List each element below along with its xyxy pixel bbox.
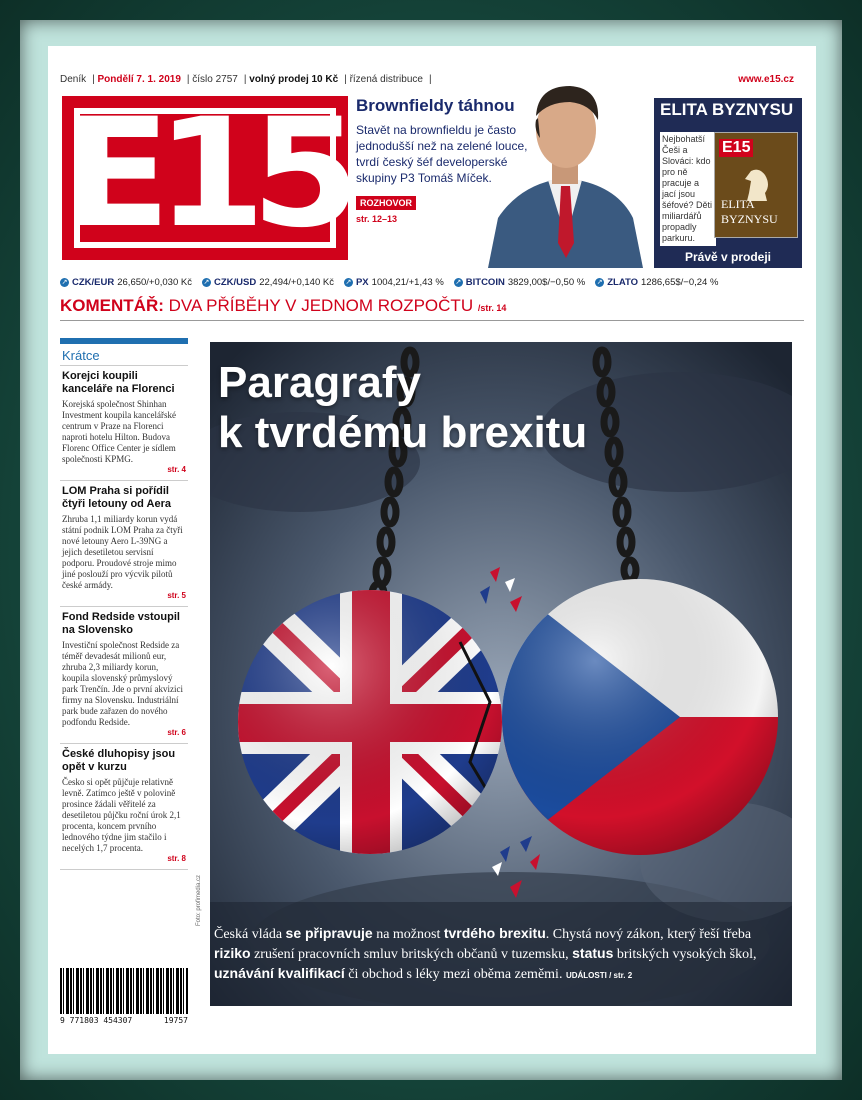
commentary-line[interactable] [60, 296, 804, 316]
arrow-icon: ↗ [61, 278, 68, 286]
brief-page: str. 8 [167, 854, 186, 863]
lead-paragraph [214, 924, 774, 985]
arrow-icon: ↗ [203, 278, 210, 286]
brief-text: Česko si opět půjčuje relativně levně. Zatímco ještě v polovině prosince žádali věřitelé za desetiletou půjčku roční úrok 2,1 procenta, koncem prvního lednového týdne jim stačilo i necelých 1,7 procenta. [62, 777, 181, 853]
brief-title: LOM Praha si pořídil čtyři letouny od Aera [62, 485, 172, 510]
portrait-photo [478, 68, 648, 268]
issue-number: číslo 2757 [192, 74, 238, 85]
barcode-bars [60, 968, 188, 1014]
headline-line-1: Paragrafy [218, 358, 422, 407]
brief-text: Investiční společnost Redside za téměř devadesát milionů eur, zhruba 2,3 miliardy korun, koupila slovenský průmyslový park Trenčín. Jde o první akvizici firmy na Slovensku. Industriální park bude zařazen do nového podfondu Redside. [62, 640, 183, 727]
e15-logo [62, 87, 348, 261]
paper-type: Deník [60, 74, 87, 85]
ticker-item: ↗ ZLATO 1286,65$/−0,24 % [596, 276, 719, 288]
main-headline[interactable] [218, 358, 788, 458]
magazine-logo: E15 [719, 139, 753, 157]
commentary-label: KOMENTÁŘ: [60, 296, 164, 315]
lede-bold: uznávání kvalifikací [214, 965, 345, 981]
lede-text: britských vysokých škol, [613, 947, 757, 962]
brief-text: Zhruba 1,1 miliardy korun vydá státní podnik LOM Praha za čtyři nové letouny Aero L-39NG a jejich desetiletou servisní podporu. Proudové stroje mimo jiné poslouží pro výcvik pilotů české armády. [62, 514, 183, 590]
brief-title: České dluhopisy jsou opět v kurzu [62, 748, 176, 773]
news-briefs [60, 338, 188, 870]
brief-page: str. 6 [167, 728, 186, 737]
magazine-title: ELITA BYZNYSU [721, 197, 778, 226]
logo-text: E15 [63, 87, 347, 261]
ticker-item: ↗ CZK/EUR 26,650/+0,030 Kč [61, 276, 192, 288]
barcode-numbers [60, 1016, 188, 1025]
price: volný prodej 10 Kč [249, 74, 339, 85]
market-ticker [60, 274, 804, 290]
brief-title: Fond Redside vstoupil na Slovensko [62, 611, 180, 636]
lede-text: zrušení pracovních smluv britských občanů v tuzemsku, [250, 947, 573, 962]
lede-bold: se připravuje [285, 925, 373, 941]
brief-item[interactable] [60, 481, 188, 607]
distribution: řízená distribuce [349, 74, 423, 85]
ticker-item: ↗ PX 1004,21/+1,43 % [345, 276, 444, 288]
arrow-icon: ↗ [345, 278, 352, 286]
lede-text: . Chystá nový zákon, který řeší třeba [545, 927, 752, 942]
barcode-suffix: 19757 [163, 1016, 188, 1025]
commentary-title: DVA PŘÍBĚHY V JEDNOM ROZPOČTU [168, 296, 474, 315]
divider [60, 320, 804, 321]
teaser-title: Brownfieldy táhnou [356, 96, 515, 115]
website-url[interactable]: www.e15.cz [738, 74, 794, 85]
brief-item[interactable] [60, 607, 188, 744]
brief-item[interactable] [60, 366, 188, 481]
elita-title: ELITA BYZNYSU [660, 100, 794, 119]
ticker-item: ↗ BITCOIN 3829,00$/−0,50 % [455, 276, 586, 288]
teaser-tag: ROZHOVOR [356, 196, 416, 210]
commentary-page: /str. 14 [477, 303, 507, 313]
lede-bold: riziko [214, 945, 251, 961]
barcode [60, 968, 188, 1028]
barcode-number: 9 771803 454307 [60, 1016, 133, 1025]
newspaper-page [48, 46, 816, 1054]
brief-item[interactable] [60, 744, 188, 870]
logo-frame [63, 87, 347, 261]
magazine-cover [714, 132, 798, 238]
ticker-item: ↗ CZK/USD 22,494/+0,140 Kč [203, 276, 334, 288]
elita-footer: Právě v prodeji [684, 250, 772, 264]
lede-bold: status [572, 945, 614, 961]
lede-text: na možnost [372, 927, 444, 942]
brief-title: Korejci koupili kanceláře na Florenci [62, 370, 175, 395]
lede-bold: tvrdého brexitu [443, 925, 546, 941]
brief-page: str. 4 [167, 465, 186, 474]
photo-credit: Foto: profimedia.cz [196, 874, 202, 926]
teaser-pages: str. 12–13 [356, 214, 398, 224]
brief-page: str. 5 [167, 591, 186, 600]
lede-text: Česká vláda [214, 927, 286, 942]
headline-line-2: k tvrdému brexitu [218, 408, 588, 457]
teaser-text: Stavět na brownfieldu je často jednodušší než na zelené louce, tvrdí český šéf developerské skupiny P3 Tomáš Míček. [356, 123, 528, 185]
issue-date: Pondělí 7. 1. 2019 [97, 74, 181, 85]
arrow-icon: ↗ [596, 278, 603, 286]
lede-text: či obchod s léky mezi oběma zeměmi. [344, 967, 563, 982]
elita-promo[interactable] [654, 98, 802, 268]
arrow-icon: ↗ [455, 278, 462, 286]
masthead-line: Deník | Pondělí 7. 1. 2019 | číslo 2757 | volný prodej 10 Kč | řízená distribuce | www.e15.cz [60, 74, 794, 85]
briefs-heading: Krátce [60, 338, 188, 366]
section-reference[interactable]: UDÁLOSTI / str. 2 [565, 971, 633, 980]
brief-text: Korejská společnost Shinhan Investment koupila kancelářské centrum v Praze na Florenci naproti hotelu Hilton. Budova Florenc Office Center je sídlem společnosti KPMG. [62, 399, 176, 464]
elita-text: Nejbohatší Češi a Slováci: kdo pro ně pracuje a jací jsou šéfové? Děti miliardářů propadly parkuru. [660, 132, 716, 246]
